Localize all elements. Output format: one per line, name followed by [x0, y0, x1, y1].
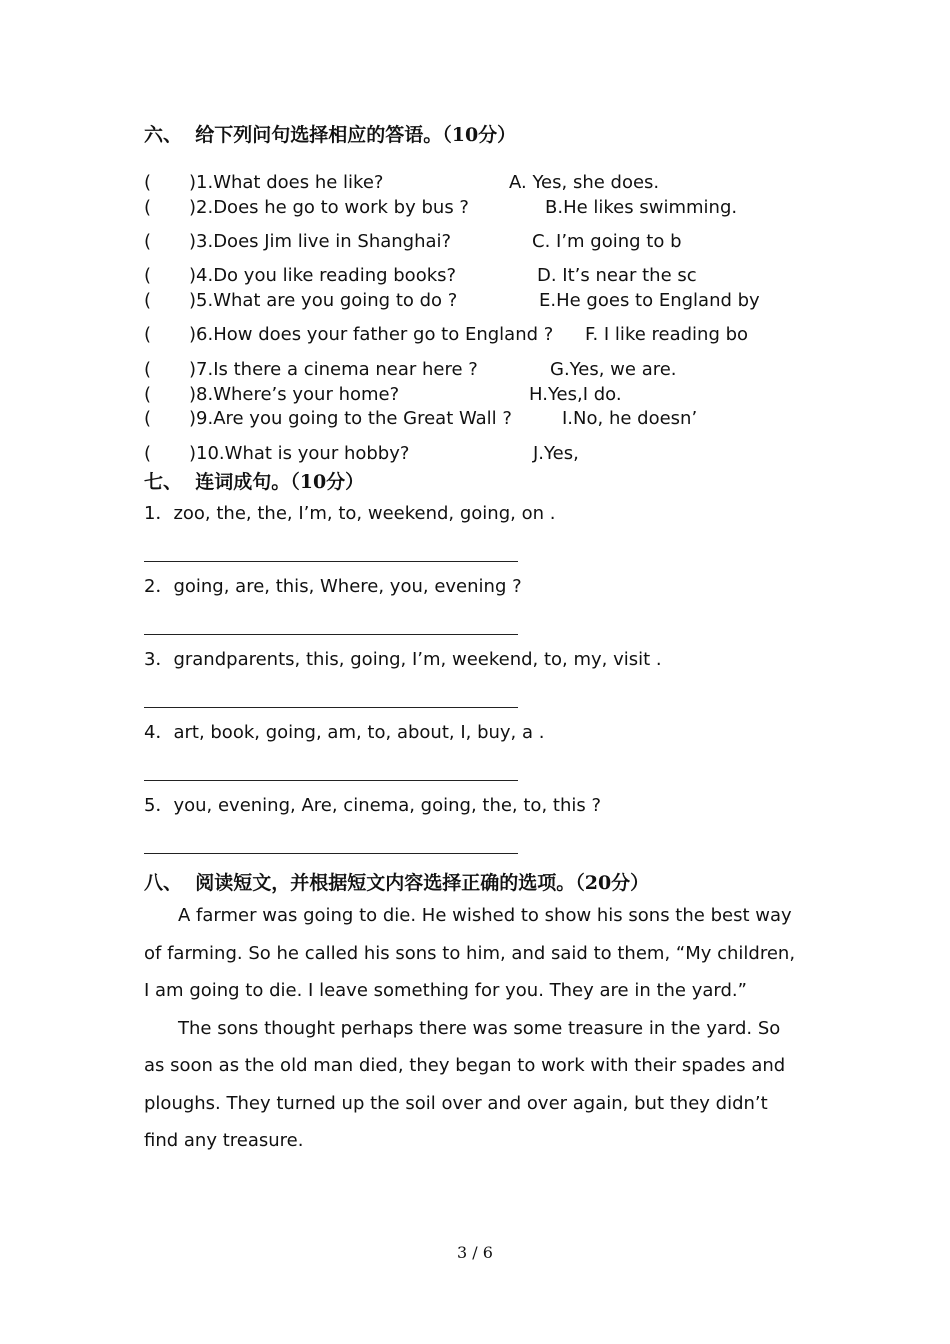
question-text: )6.How does your father go to England ? — [189, 324, 554, 345]
answer-line[interactable] — [144, 561, 518, 562]
sentence-item-1: 1．zoo, the, the, I’m, to, weekend, going, on . — [144, 503, 556, 524]
reading-passage — [144, 897, 804, 1160]
sentence-item-3: 3．grandparents, this, going, I’m, weekend, to, my, visit . — [144, 649, 662, 670]
passage-paragraph-2: The sons thought perhaps there was some treasure in the yard. So as soon as the old man died, they began to work with their spades and ploughs. They turned up the soil over and over again, but they didn’t find any treasure. — [144, 1017, 786, 1151]
answer-option: I.No, he doesn’ — [562, 408, 698, 429]
answer-paren: ( — [144, 231, 152, 252]
matching-row-4 — [144, 264, 697, 288]
answer-option: E.He goes to England by — [539, 290, 760, 311]
answer-line[interactable] — [144, 707, 518, 708]
sentence-item-2: 2．going, are, this, Where, you, evening ? — [144, 576, 522, 597]
question-text: )10.What is your hobby? — [189, 443, 410, 464]
section6-title: 六、 给下列问句选择相应的答语。（10分） — [144, 124, 517, 146]
question-text: )1.What does he like? — [189, 172, 384, 193]
answer-paren: ( — [144, 359, 152, 380]
question-text: )9.Are you going to the Great Wall ? — [189, 408, 512, 429]
answer-option: J.Yes, — [533, 443, 579, 464]
matching-row-6 — [144, 323, 749, 347]
matching-row-1 — [144, 171, 660, 195]
answer-paren: ( — [144, 197, 152, 218]
passage-paragraph-1: A farmer was going to die. He wished to show his sons the best way of farming. So he called his sons to him, and said to them, “My children, I am going to die. I leave something for you. They are in the yard.” — [144, 905, 796, 1001]
question-text: )2.Does he go to work by bus ? — [189, 197, 469, 218]
answer-paren: ( — [144, 443, 152, 464]
question-text: )3.Does Jim live in Shanghai? — [189, 231, 452, 252]
answer-option: D. It’s near the sc — [537, 265, 697, 286]
answer-line[interactable] — [144, 780, 518, 781]
question-text: )7.Is there a cinema near here ? — [189, 359, 478, 380]
answer-option: C. I’m going to b — [532, 231, 682, 252]
sentence-item-4: 4．art, book, going, am, to, about, I, buy, a . — [144, 722, 545, 743]
question-text: )5.What are you going to do ? — [189, 290, 458, 311]
answer-paren: ( — [144, 172, 152, 193]
page-number: 3 / 6 — [457, 1243, 493, 1262]
answer-option: G.Yes, we are. — [550, 359, 677, 380]
answer-option: B.He likes swimming. — [545, 197, 738, 218]
answer-line[interactable] — [144, 853, 518, 854]
answer-line[interactable] — [144, 634, 518, 635]
matching-row-2 — [144, 196, 738, 220]
answer-paren: ( — [144, 265, 152, 286]
answer-paren: ( — [144, 384, 152, 405]
sentence-item-5: 5．you, evening, Are, cinema, going, the, to, this ? — [144, 795, 602, 816]
answer-option: A. Yes, she does. — [509, 172, 660, 193]
matching-row-3 — [144, 230, 682, 254]
answer-paren: ( — [144, 290, 152, 311]
question-text: )4.Do you like reading books? — [189, 265, 457, 286]
section8-title: 八、 阅读短文，并根据短文内容选择正确的选项。（20分） — [144, 872, 650, 894]
matching-row-7 — [144, 358, 677, 382]
section7-title: 七、 连词成句。（10分） — [144, 471, 365, 493]
matching-row-9 — [144, 407, 698, 431]
matching-row-8 — [144, 383, 622, 407]
question-text: )8.Where’s your home? — [189, 384, 400, 405]
answer-option: F. I like reading bo — [585, 324, 749, 345]
matching-row-5 — [144, 289, 760, 313]
matching-row-10 — [144, 442, 579, 466]
answer-option: H.Yes,I do. — [529, 384, 622, 405]
answer-paren: ( — [144, 408, 152, 429]
answer-paren: ( — [144, 324, 152, 345]
